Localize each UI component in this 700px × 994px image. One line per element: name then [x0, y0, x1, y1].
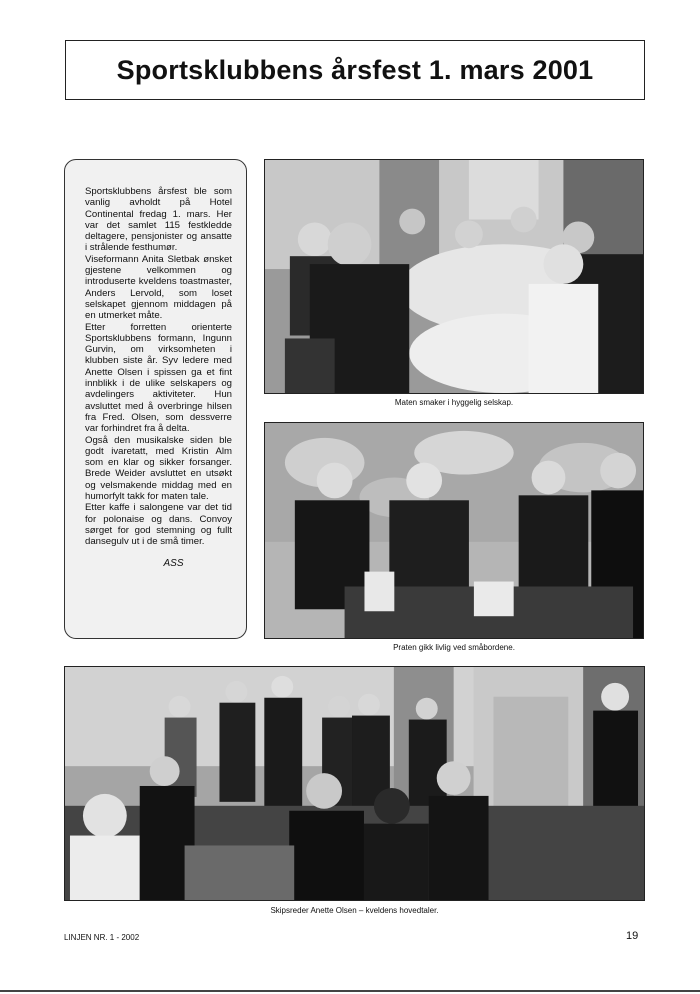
caption-speech: Skipsreder Anette Olsen – kveldens hovedtaler. — [270, 906, 439, 915]
bottom-rule — [0, 990, 700, 992]
author-signature: ASS — [163, 557, 184, 569]
page-number: 19 — [626, 930, 639, 942]
page-title: Sportsklubbens årsfest 1. mars 2001 — [116, 54, 594, 85]
caption-small-tables: Praten gikk livlig ved småbordene. — [393, 643, 515, 652]
photo-dinner-table — [264, 159, 644, 394]
article-box — [64, 159, 247, 639]
photo-small-tables — [264, 422, 644, 639]
photo-speech — [64, 666, 645, 901]
photo-speech-image — [65, 667, 644, 900]
article-body: Sportsklubbens årsfest ble som vanlig avholdt på Hotel Continental fredag 1. mars. Her var det samlet 115 festkledde deltagere, pensjonister og ansatte i strålende festhumør. Viseformann Anita Sletbak ønsket gjestene velkommen og introduserte kveldens toastmaster, Anders Lervold, som loset selskapet gjennom middagen på en utmerket måte. Etter forretten orienterte Sportsklubbens formann, Ingunn Gurvin, om virksomheten i klubben siste år. Syv ledere med Anette Olsen i spissen ga et fint innblikk i de ulike selskapers og avdelingers aktiviteter. Hun avsluttet med å overbringe hilsen fra Fred. Olsen, som dessverre var forhindret fra å delta. Også den musikalske siden ble godt ivaretatt, med Kristin Alm som en klar og sikker forsanger. Brede Weider avsluttet en utsøkt og velsmakende middag med en humorfylt takk for maten tale. Etter kaffe i salongene var det tid for polonaise og dans. Convoy sørget for god stemning og fullt dansegulv ut i de små timer. — [85, 186, 232, 548]
photo-dinner-table-image — [265, 160, 643, 393]
caption-dinner-table: Maten smaker i hyggelig selskap. — [394, 398, 514, 407]
photo-small-tables-image — [265, 423, 643, 638]
title-box — [65, 40, 645, 100]
publication-info: LINJEN NR. 1 - 2002 — [64, 933, 140, 942]
